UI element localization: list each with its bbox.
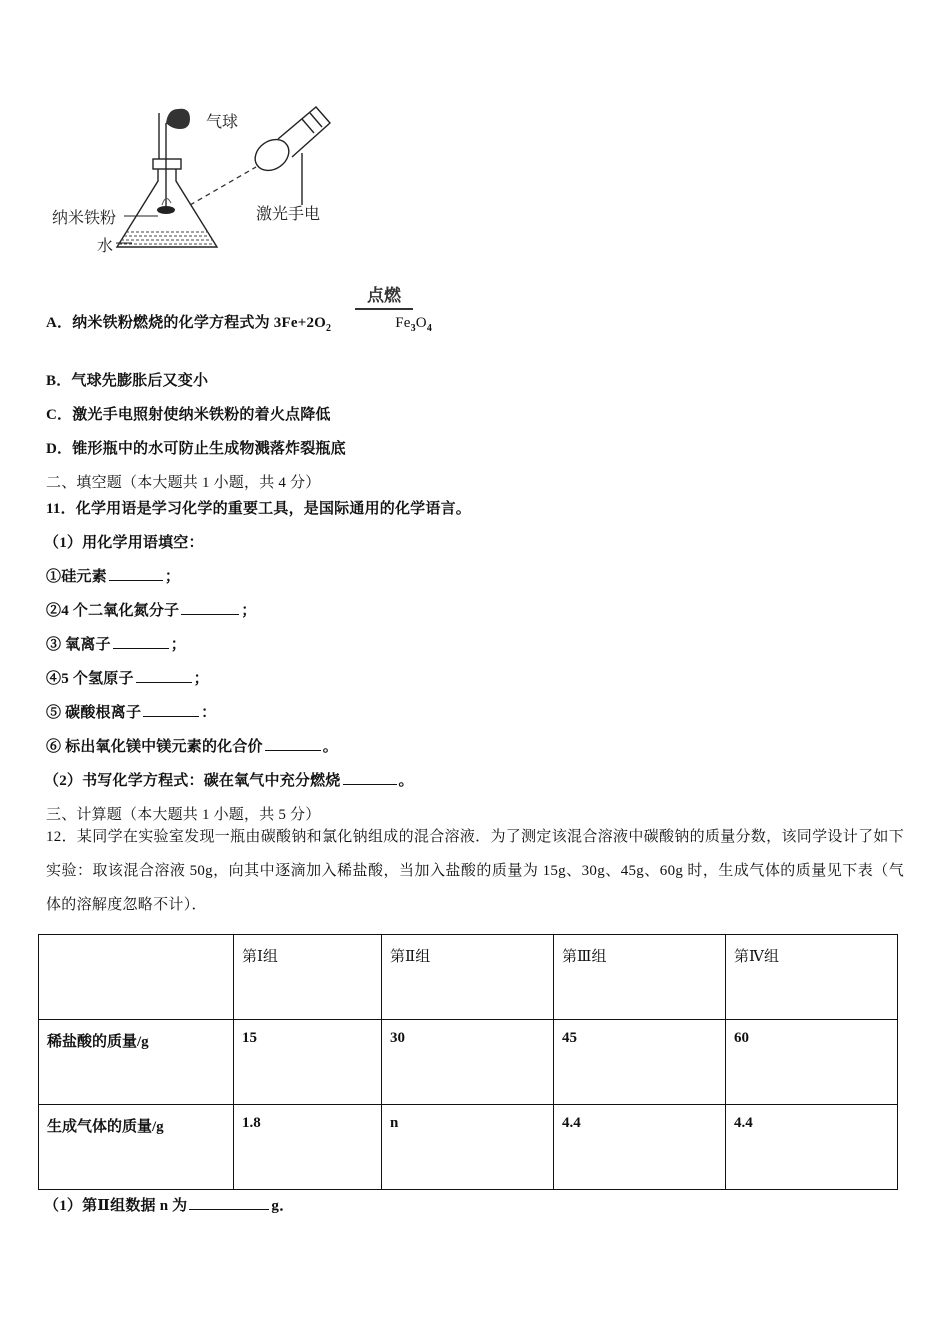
subscript-o2: 2 bbox=[326, 323, 332, 334]
water-label: 水 bbox=[97, 236, 114, 255]
q12-sub1 bbox=[44, 1194, 294, 1215]
table-cell: 4.4 bbox=[554, 1105, 726, 1190]
q11-item-3 bbox=[46, 633, 186, 654]
table-cell: 1.8 bbox=[234, 1105, 382, 1190]
item-5-end: ： bbox=[201, 705, 217, 721]
water-icon bbox=[119, 232, 215, 244]
answer-blank-1[interactable] bbox=[109, 579, 163, 581]
product-fe: Fe bbox=[395, 315, 411, 331]
flashlight-icon bbox=[249, 107, 330, 205]
q11-item-4 bbox=[46, 667, 209, 688]
table-header-cell: 第Ⅳ组 bbox=[726, 935, 898, 1020]
item-1-end: ； bbox=[164, 569, 181, 585]
balloon-label: 气球 bbox=[206, 112, 239, 131]
table-cell: 45 bbox=[554, 1020, 726, 1105]
table-cell: 15 bbox=[234, 1020, 382, 1105]
table-cell: 4.4 bbox=[726, 1105, 898, 1190]
item-4-label: ④5 个氢原子 bbox=[46, 671, 134, 687]
item-2-end: ； bbox=[241, 603, 257, 619]
item-4-end: ； bbox=[193, 671, 209, 687]
product-o: O bbox=[415, 315, 427, 331]
item-3-end: ； bbox=[170, 637, 186, 653]
experiment-figure bbox=[40, 95, 360, 270]
option-b: B．气球先膨胀后又变小 bbox=[46, 373, 209, 389]
conical-flask-icon bbox=[117, 113, 217, 247]
answer-blank-5[interactable] bbox=[143, 715, 199, 717]
item-1-label: ①硅元素 bbox=[46, 569, 107, 585]
answer-blank-6[interactable] bbox=[265, 749, 321, 751]
part2-label: （2）书写化学方程式：碳在氧气中充分燃烧 bbox=[44, 773, 341, 789]
laser-beam bbox=[190, 167, 256, 205]
nano-iron-label: 纳米铁粉 bbox=[52, 208, 117, 227]
q11-part2 bbox=[44, 769, 414, 790]
question-12: 12．某同学在实验室发现一瓶由碳酸钠和氯化钠组成的混合溶液．为了测定该混合溶液中碳酸钠的质量分数，该同学设计了如下实验：取该混合溶液 50g，向其中逐滴加入稀盐酸，当加入盐酸的质量为 15g、30g、45g、60g 时，生成气体的质量见下表（气体的溶解度忽略不计）． bbox=[46, 829, 904, 913]
ignite-label: 点燃 bbox=[367, 286, 401, 306]
results-table bbox=[38, 934, 898, 1190]
balloon-icon bbox=[166, 109, 190, 129]
q11-item-1 bbox=[46, 565, 180, 586]
table-header-cell: 第Ⅲ组 bbox=[554, 935, 726, 1020]
option-a bbox=[46, 311, 432, 334]
option-d: D．锥形瓶中的水可防止生成物溅落炸裂瓶底 bbox=[46, 441, 346, 457]
answer-blank-4[interactable] bbox=[136, 681, 192, 683]
table-header-row bbox=[39, 935, 898, 1020]
item-2-label: ②4 个二氧化氮分子 bbox=[46, 603, 180, 619]
table-header-cell: 第Ⅱ组 bbox=[382, 935, 554, 1020]
reaction-condition bbox=[355, 281, 413, 310]
answer-blank-7[interactable] bbox=[343, 783, 397, 785]
part2-end: 。 bbox=[398, 773, 414, 789]
item-5-label: ⑤ 碳酸根离子 bbox=[46, 705, 142, 721]
option-c: C．激光手电照射使纳米铁粉的着火点降低 bbox=[46, 407, 331, 423]
table-cell: 稀盐酸的质量/g bbox=[39, 1020, 234, 1105]
option-a-text: A．纳米铁粉燃烧的化学方程式为 3Fe+2O bbox=[46, 315, 327, 331]
subscript-o4: 4 bbox=[426, 323, 433, 334]
item-3-label: ③ 氧离子 bbox=[46, 637, 111, 653]
flashlight-label: 激光手电 bbox=[256, 204, 321, 223]
q11-item-5 bbox=[46, 701, 216, 722]
table-row bbox=[39, 1105, 898, 1190]
section3-heading: 三、计算题（本大题共 1 小题，共 5 分） bbox=[46, 807, 321, 823]
subscript-fe: 3 bbox=[410, 323, 416, 334]
question-11: 11．化学用语是学习化学的重要工具，是国际通用的化学语言。 bbox=[46, 501, 471, 517]
answer-blank-n[interactable] bbox=[189, 1208, 269, 1210]
answer-blank-2[interactable] bbox=[181, 613, 239, 615]
sub1-end: g． bbox=[271, 1198, 295, 1214]
section2-heading: 二、填空题（本大题共 1 小题，共 4 分） bbox=[46, 475, 321, 491]
q11-item-6 bbox=[46, 735, 338, 756]
reaction-arrow-bar bbox=[355, 308, 413, 310]
table-cell: 30 bbox=[382, 1020, 554, 1105]
table-cell: 60 bbox=[726, 1020, 898, 1105]
table-row bbox=[39, 1020, 898, 1105]
table-header-cell: 第Ⅰ组 bbox=[234, 935, 382, 1020]
table-cell: 生成气体的质量/g bbox=[39, 1105, 234, 1190]
item-6-label: ⑥ 标出氧化镁中镁元素的化合价 bbox=[46, 739, 263, 755]
item-6-end: 。 bbox=[322, 739, 338, 755]
table-cell: n bbox=[382, 1105, 554, 1190]
q11-part1: （1）用化学用语填空： bbox=[44, 535, 204, 551]
q11-item-2 bbox=[46, 599, 256, 620]
answer-blank-3[interactable] bbox=[113, 647, 169, 649]
apparatus-drawing bbox=[40, 95, 360, 270]
table-header-cell bbox=[39, 935, 234, 1020]
sub1-label: （1）第Ⅱ组数据 n 为 bbox=[44, 1198, 188, 1214]
